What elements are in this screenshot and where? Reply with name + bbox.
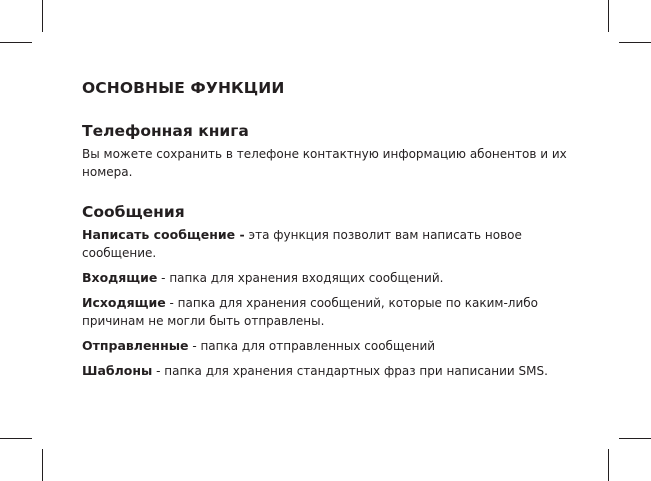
phonebook-description: Вы можете сохранить в телефоне контактную информацию абонентов и их номера. <box>82 147 567 179</box>
page-title: ОСНОВНЫЕ ФУНКЦИИ <box>82 79 285 97</box>
entry-inbox <box>82 269 572 287</box>
entry-write-message <box>82 226 572 262</box>
crop-mark-top-left-vertical <box>42 0 43 32</box>
entry-term: Входящие <box>82 270 158 285</box>
crop-mark-bottom-right-vertical <box>608 449 609 481</box>
entry-term: Написать сообщение - <box>82 227 245 242</box>
entry-sent <box>82 337 572 355</box>
crop-mark-bottom-left-horizontal <box>0 438 32 439</box>
entry-term: Отправленные <box>82 338 189 353</box>
entry-term: Исходящие <box>82 295 166 310</box>
entry-description: - папка для хранения входящих сообщений. <box>157 271 444 285</box>
entry-templates <box>82 362 572 380</box>
entry-term: Шаблоны <box>82 363 153 378</box>
crop-mark-top-left-horizontal <box>0 42 32 43</box>
entry-description: - папка для хранения сообщений, которые по каким-либо причинам не могли быть отправлены. <box>82 296 538 328</box>
entry-outbox <box>82 294 572 330</box>
crop-mark-top-right-vertical <box>608 0 609 32</box>
entry-description: - папка для хранения стандартных фраз при написании SMS. <box>152 364 548 378</box>
section-title-phonebook: Телефонная книга <box>82 122 249 140</box>
crop-mark-bottom-left-vertical <box>42 449 43 481</box>
entry-description: эта функция позволит вам написать новое сообщение. <box>82 228 522 260</box>
crop-mark-bottom-right-horizontal <box>619 438 651 439</box>
section-title-messages: Сообщения <box>82 203 185 221</box>
crop-mark-top-right-horizontal <box>619 42 651 43</box>
page-content <box>82 79 572 387</box>
entry-description: - папка для отправленных сообщений <box>188 339 436 353</box>
